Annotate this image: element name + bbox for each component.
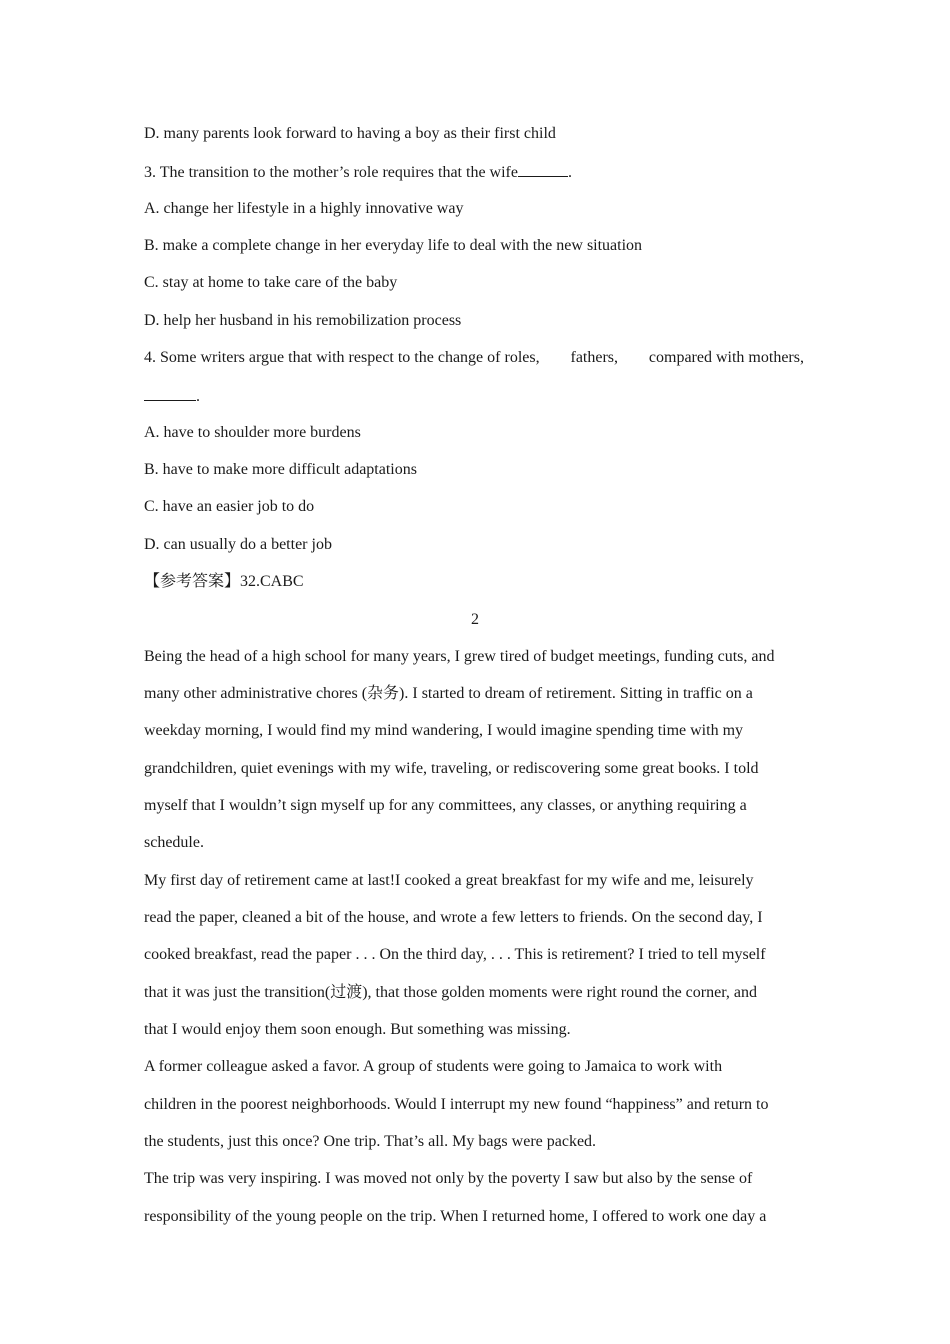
- q4-stem-end: .: [196, 388, 200, 405]
- answer-blank: [144, 385, 196, 401]
- passage-line: the students, just this once? One trip. That’s all. My bags were packed.: [144, 1133, 597, 1150]
- q3-stem-end: .: [567, 164, 572, 181]
- passage-line: that I would enjoy them soon enough. But something was missing.: [144, 1021, 571, 1038]
- q4-stem-part-3: compared with mothers,: [648, 349, 804, 366]
- section-number: 2: [471, 611, 479, 628]
- q3-option-c: C. stay at home to take care of the baby: [144, 274, 398, 291]
- passage-line: My first day of retirement came at last!I cooked a great breakfast for my wife and me, leisurely: [144, 872, 754, 889]
- q4-option-d: D. can usually do a better job: [144, 536, 332, 553]
- passage-line: read the paper, cleaned a bit of the house, and wrote a few letters to friends. On the second day, I: [144, 909, 763, 926]
- q2-option-d: D. many parents look forward to having a boy as their first child: [144, 125, 556, 142]
- passage-line: responsibility of the young people on the trip. When I returned home, I offered to work one day a: [144, 1208, 767, 1225]
- passage-line: The trip was very inspiring. I was moved not only by the poverty I saw but also by the sense of: [144, 1170, 753, 1187]
- passage-line: cooked breakfast, read the paper . . . On the third day, . . . This is retirement? I tried to tell myself: [144, 946, 766, 963]
- answer-key: 【参考答案】32.CABC: [144, 573, 304, 590]
- q3-option-b: B. make a complete change in her everyday life to deal with the new situation: [144, 237, 643, 254]
- passage-line: children in the poorest neighborhoods. Would I interrupt my new found “happiness” and return to: [144, 1096, 769, 1113]
- passage-line: A former colleague asked a favor. A group of students were going to Jamaica to work with: [144, 1058, 723, 1075]
- passage-line: myself that I wouldn’t sign myself up for any committees, any classes, or anything requiring a: [144, 797, 747, 814]
- passage-line: that it was just the transition(过渡), that those golden moments were right round the corner, and: [144, 984, 758, 1001]
- q3-option-a: A. change her lifestyle in a highly innovative way: [144, 200, 464, 217]
- q4-stem-part-1: 4. Some writers argue that with respect to the change of roles,: [144, 349, 540, 366]
- answer-blank: [518, 161, 568, 177]
- passage-line: Being the head of a high school for many years, I grew tired of budget meetings, funding cuts, and: [144, 648, 775, 665]
- q4-stem-part-2: fathers,: [570, 349, 619, 366]
- q4-option-c: C. have an easier job to do: [144, 498, 315, 515]
- passage-line: grandchildren, quiet evenings with my wife, traveling, or rediscovering some great books. I told: [144, 760, 759, 777]
- q3-stem: [144, 161, 572, 183]
- q4-option-b: B. have to make more difficult adaptations: [144, 461, 417, 478]
- passage-line: schedule.: [144, 834, 204, 851]
- passage-line: many other administrative chores (杂务). I started to dream of retirement. Sitting in traffic on a: [144, 685, 753, 702]
- q4-stem: [144, 348, 804, 368]
- passage-line: weekday morning, I would find my mind wandering, I would imagine spending time with my: [144, 722, 744, 739]
- q3-option-d: D. help her husband in his remobilization process: [144, 312, 462, 329]
- q4-stem-continuation: [144, 385, 200, 407]
- q3-stem-text: 3. The transition to the mother’s role requires that the wife: [144, 164, 518, 181]
- q4-option-a: A. have to shoulder more burdens: [144, 424, 361, 441]
